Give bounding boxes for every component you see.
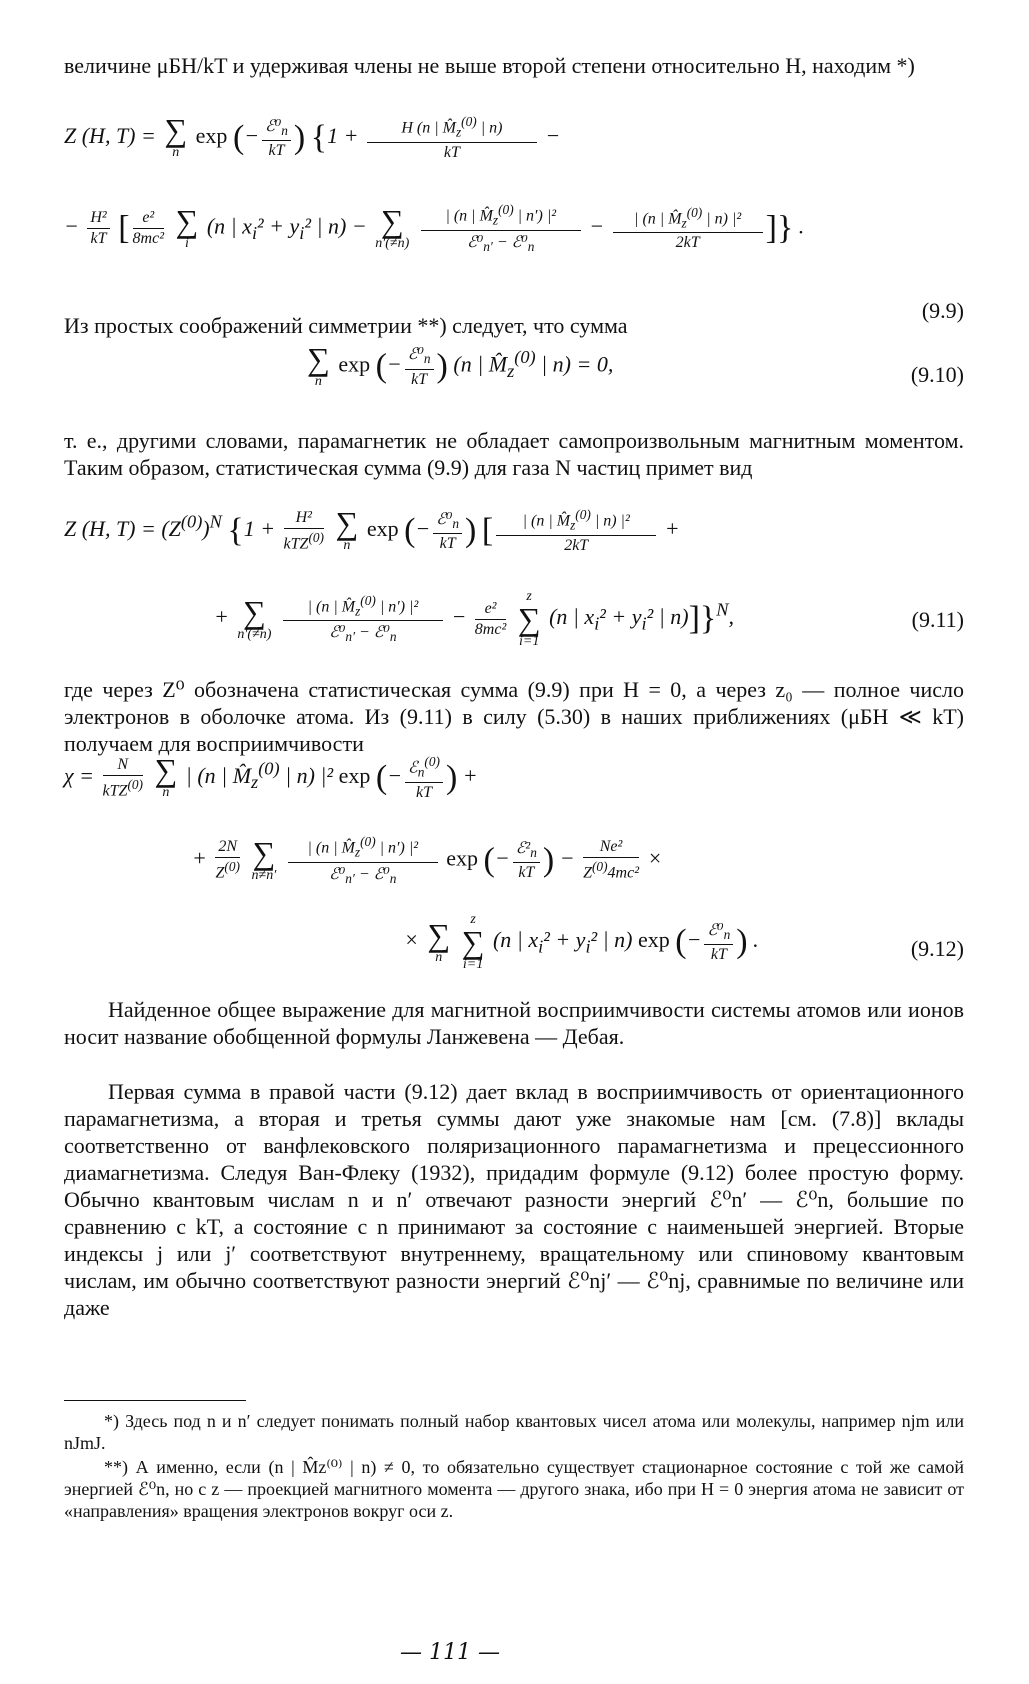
equation-9-12-line1: χ = $\frac{N}{kTZ^{(0)}}$ ∑ n | (n | $M̂_z^{(0)}$ | n) |² exp (− $\frac{ℰ_n^{(0)}}{kT}$ ) + (64, 752, 478, 801)
equation-9-11-line1: Z (H, $T) = (Z^{(0)})^N$ {1 + $\frac{\text{H²}}{kTZ^{(0)}}$ ∑ n exp (− $\frac{ℰ^0_n}{kT}$ ) [ $\frac{| (n | M̂_z^{(0)} | n) |^2}{2kT}$ + (64, 505, 680, 554)
where-text: где через Z⁰ обозначена статистическая сумма (9.9) при H = 0, а через z₀ — полное число электронов в оболочке атома. Из (9.11) в силу (5.30) в наших приближениях (μБH ≪ kT) получаем для восприимчивости (64, 677, 964, 756)
equation-9-10-body: ∑ n exp (− $\frac{ℰ^0_n}{kT}$ ) (n | $M̂_z^{(0)}$ | n) = 0, (307, 341, 614, 389)
equation-number-9-10: (9.10) (910, 362, 964, 387)
equation-9-12-line3: × ∑ n z ∑ i=1 (n | $x_i^2 + y_i^2$ | n) exp (− $\frac{ℰ^0_n}{kT}$ ) . (404, 912, 759, 972)
equation-number-9-12: (9.12) (910, 936, 964, 961)
paramagnet-text: т. е., другими словами, парамагнетик не обладает самопроизвольным магнитным моментом. Таким образом, статистическая сумма (9.9) для газа N частиц примет вид (64, 428, 964, 480)
equation-number-9-11: (9.11) (911, 607, 964, 632)
footnote-rule (64, 1400, 246, 1401)
intro-text: величине μБH/kT и удерживая члены не выше второй степени относительно H, находим *) (64, 53, 915, 78)
equation-number-9-9: (9.9) (921, 298, 964, 323)
equation-9-11-line2: + ∑ n′(≠n) $\frac{| (n | M̂_z^{(0)} | n') |^2}{ℰ^0_{n'} - ℰ^0_n}$ − $\frac{\text{e²}}{\text{8mc²}}$ z ∑ i=1 (n | $x_i^2 + y_i^2$ | n)]}$^N$, (214, 589, 734, 649)
page-number: — 111 — (400, 1640, 500, 1665)
paragraph-langevin-debye: Найденное общее выражение для магнитной восприимчивости системы атомов или ионов носит название обобщенной формулы Ланжевена — Дебая. (64, 997, 964, 1049)
footnote-2: **) А именно, если (n | M̂z⁽⁰⁾ | n) ≠ 0, то обязательно существует стационарное состояние с той же самой энергией ℰ⁰n, но с z — проекцией магнитного момента — другого знака, ибо при H = 0 энергия атома не зависит от «направления» вращения электронов вокруг оси z. (64, 1457, 964, 1521)
equation-9-11 (64, 507, 964, 657)
equation-9-12-line2: + $\frac{2N}{Z^{(0)}}$ ∑ n≠n′ $\frac{| (n | M̂_z^{(0)} | n') |^2}{ℰ^0_{n'} - ℰ^0_n}$ exp (− $\frac{ℰ^2_n}{kT}$ ) − $\frac{\text{Ne²}}{Z^{(0)}4mc^2}$ × (192, 834, 663, 886)
equation-9-9-line1: Z (H, T) = ∑ n exp (− $\frac{ℰ^0_n}{kT}$ ) {1 + $\frac{H (n | M̂_z^{(0)} | n)}{kT}$ − (64, 112, 561, 161)
equation-9-9-line2: − $\frac{\text{H²}}{kT}$ [ $\frac{\text{e²}}{\text{8mc²}}$ ∑ i (n | $x_i^2 + y_i^2$ | n) − ∑ n′(≠n) $\frac{| (n | M̂_z^{(0)} | n') |^2}{ℰ^0_{n'} - ℰ^0_n}$ − $\frac{| (n | M̂_z^{(0)} | n) |^2}{2kT}$ ]} . (64, 202, 805, 254)
symmetry-text: Из простых соображений симметрии **) следует, что сумма (64, 313, 628, 338)
footnote-1: *) Здесь под n и n′ следует понимать полный набор квантовых чисел атома или молекулы, например njm или nJmJ. (64, 1411, 964, 1453)
equation-9-12 (64, 754, 964, 994)
paragraph-van-vleck: Первая сумма в правой части (9.12) дает вклад в восприимчивость от ориентационного парамагнетизма, а вторая и третья суммы дают уже знакомые нам [см. (7.8)] вклады соответственно от ванфлековского поляризационного парамагнетизма и прецессионного диамагнетизма. Следуя Ван-Флеку (1932), придадим формуле (9.12) более простую форму. Обычно квантовым числам n и n′ отвечают разности энергий ℰ⁰n′ — ℰ⁰n, большие по сравнению с kT, а состояние с n принимают за состояние с наименьшей энергией. Вторые индексы j или j′ соответствуют внутреннему, вращательному или спиновому квантовым числам, им обычно соответствуют разности энергий ℰ⁰nj′ — ℰ⁰nj, сравнимые по величине или даже (64, 1079, 964, 1320)
equation-9-10 (64, 341, 964, 414)
